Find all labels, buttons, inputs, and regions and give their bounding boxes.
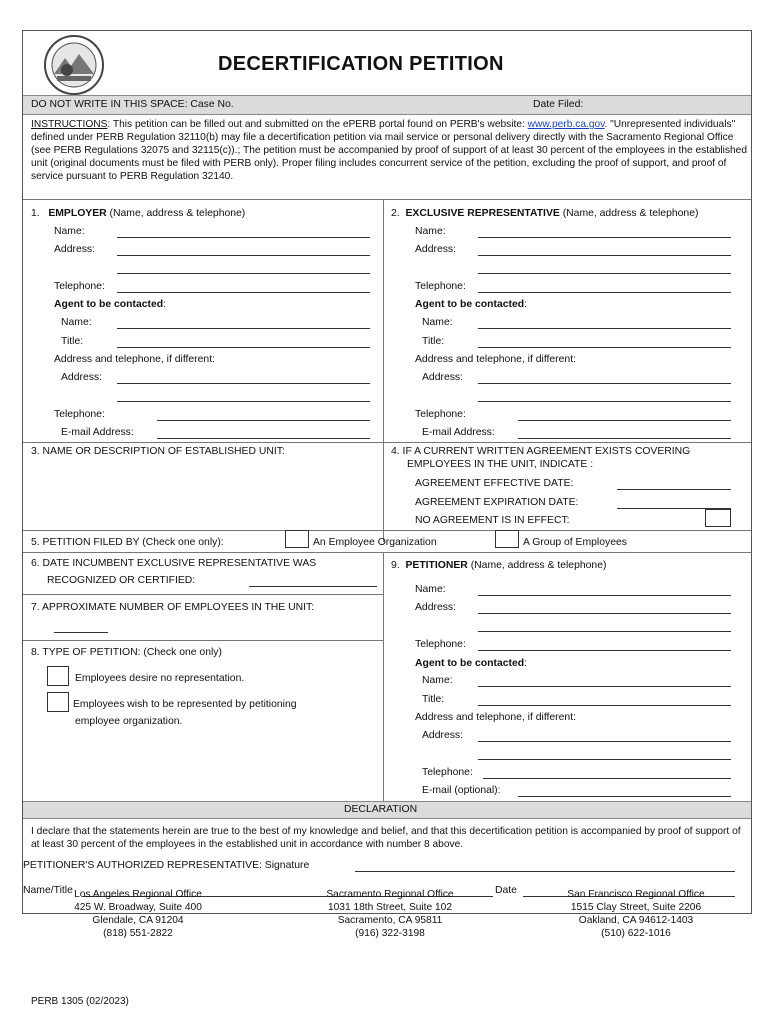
employer-email-field[interactable] bbox=[157, 438, 370, 439]
rep-agent-heading: Agent to be contacted: bbox=[415, 299, 527, 310]
employer-agent-address-field-2[interactable] bbox=[117, 401, 370, 402]
rep-address-label: Address: bbox=[415, 244, 457, 255]
rep-address-field[interactable] bbox=[478, 255, 731, 256]
divider bbox=[23, 552, 751, 553]
office-sacramento: Sacramento Regional Office 1031 18th Street, Suite 102 Sacramento, CA 95811 (916) 322-3198 bbox=[326, 889, 454, 939]
employer-agent-telephone-field[interactable] bbox=[157, 420, 370, 421]
divider bbox=[23, 530, 751, 531]
petitioning-org-checkbox[interactable] bbox=[47, 692, 69, 712]
date-label: Date bbox=[495, 885, 517, 896]
employer-telephone-field[interactable] bbox=[117, 292, 370, 293]
signature-label: PETITIONER'S AUTHORIZED REPRESENTATIVE: Signature bbox=[23, 860, 310, 871]
employer-agent-title-label: Title: bbox=[61, 336, 84, 347]
agreement-effective-field[interactable] bbox=[617, 489, 731, 490]
case-no-label: DO NOT WRITE IN THIS SPACE: Case No. bbox=[31, 99, 234, 110]
employer-agent-telephone-label: Telephone: bbox=[54, 409, 105, 420]
divider bbox=[23, 594, 383, 595]
rep-agent-name-label: Name: bbox=[422, 317, 453, 328]
petitioner-address-field[interactable] bbox=[478, 613, 731, 614]
employer-name-label: Name: bbox=[54, 226, 85, 237]
form-number: PERB 1305 (02/2023) bbox=[31, 996, 129, 1007]
rep-address-field-2[interactable] bbox=[478, 273, 731, 274]
agreement-effective-label: AGREEMENT EFFECTIVE DATE: bbox=[415, 478, 574, 489]
signature-field[interactable] bbox=[355, 871, 735, 872]
employer-addr-diff-label: Address and telephone, if different: bbox=[54, 354, 215, 365]
petitioner-agent-name-field[interactable] bbox=[478, 686, 731, 687]
group-of-employees-checkbox[interactable] bbox=[495, 530, 519, 548]
rep-name-field[interactable] bbox=[478, 237, 731, 238]
petitioner-address-label: Address: bbox=[415, 602, 457, 613]
employer-name-field[interactable] bbox=[117, 237, 370, 238]
instructions: INSTRUCTIONS: This petition can be filled out and submitted on the ePERB portal found on PERB's website: www.perb.ca.gov. "Unrepresented individuals" defined under PERB Regulation 32110(b) may file a decertification petition via mail service or personal delivery directly with the Sacramento Regional Office (see PERB Regulations 32075 and 32115(c)).; The petition must be accompanied by proof of support of at least 30 percent of the employees in the established unit (original documents must be filed with PERB only). Proper filing includes concurrent service of the petition, excluding the proof of support, and proof of service pursuant to PERB Regulation 32140. bbox=[31, 119, 748, 182]
petitioner-agent-address-field[interactable] bbox=[478, 741, 731, 742]
employer-agent-title-field[interactable] bbox=[117, 347, 370, 348]
petitioner-agent-title-field[interactable] bbox=[478, 705, 731, 706]
form-title: DECERTIFICATION PETITION bbox=[218, 53, 504, 75]
divider bbox=[383, 199, 384, 542]
rep-agent-address-field[interactable] bbox=[478, 383, 731, 384]
petitioner-address-field-2[interactable] bbox=[478, 631, 731, 632]
office-los-angeles: Los Angeles Regional Office 425 W. Broadway, Suite 400 Glendale, CA 91204 (818) 551-2822 bbox=[74, 889, 202, 939]
agreement-expiration-label: AGREEMENT EXPIRATION DATE: bbox=[415, 497, 579, 508]
filed-by-label: 5. PETITION FILED BY (Check one only): bbox=[31, 537, 224, 548]
name-title-label: Name/Title bbox=[23, 885, 73, 896]
rep-telephone-field[interactable] bbox=[478, 292, 731, 293]
employee-count-field[interactable] bbox=[54, 632, 108, 633]
petition-form bbox=[22, 30, 752, 914]
employer-email-label: E-mail Address: bbox=[61, 427, 134, 438]
recognition-date-label-line2: RECOGNIZED OR CERTIFIED: bbox=[47, 575, 196, 586]
petitioner-agent-title-label: Title: bbox=[422, 694, 445, 705]
agreement-label-line2: EMPLOYEES IN THE UNIT, INDICATE : bbox=[407, 459, 594, 470]
rep-agent-address-field-2[interactable] bbox=[478, 401, 731, 402]
petitioner-telephone-field[interactable] bbox=[478, 650, 731, 651]
divider bbox=[23, 640, 383, 641]
petitioner-email-field[interactable] bbox=[518, 796, 731, 797]
no-representation-checkbox[interactable] bbox=[47, 666, 69, 686]
rep-agent-title-label: Title: bbox=[422, 336, 445, 347]
petitioner-telephone-label: Telephone: bbox=[415, 639, 466, 650]
petitioner-email-label: E-mail (optional): bbox=[422, 785, 501, 796]
recognition-date-label-line1: 6. DATE INCUMBENT EXCLUSIVE REPRESENTATIVE WAS bbox=[31, 558, 317, 569]
rep-agent-address-label: Address: bbox=[422, 372, 464, 383]
no-representation-label: Employees desire no representation. bbox=[75, 673, 245, 684]
employer-agent-heading: Agent to be contacted: bbox=[54, 299, 166, 310]
petitioner-agent-heading: Agent to be contacted: bbox=[415, 658, 527, 669]
employer-agent-address-label: Address: bbox=[61, 372, 103, 383]
petitioner-name-label: Name: bbox=[415, 584, 446, 595]
rep-agent-title-field[interactable] bbox=[478, 347, 731, 348]
divider bbox=[23, 199, 751, 200]
no-agreement-label: NO AGREEMENT IS IN EFFECT: bbox=[415, 515, 570, 526]
rep-name-label: Name: bbox=[415, 226, 446, 237]
perb-website-link[interactable]: www.perb.ca.gov bbox=[527, 119, 605, 130]
date-filed-label: Date Filed: bbox=[533, 99, 584, 110]
employer-address-field-2[interactable] bbox=[117, 273, 370, 274]
employer-agent-name-label: Name: bbox=[61, 317, 92, 328]
petitioner-agent-name-label: Name: bbox=[422, 675, 453, 686]
divider bbox=[23, 442, 751, 443]
employee-organization-label: An Employee Organization bbox=[313, 537, 437, 548]
petitioner-heading: 9. PETITIONER (Name, address & telephone) bbox=[391, 560, 607, 571]
group-of-employees-label: A Group of Employees bbox=[523, 537, 627, 548]
employer-agent-address-field[interactable] bbox=[117, 383, 370, 384]
employee-organization-checkbox[interactable] bbox=[285, 530, 309, 548]
rep-agent-telephone-label: Telephone: bbox=[415, 409, 466, 420]
rep-addr-diff-label: Address and telephone, if different: bbox=[415, 354, 576, 365]
petitioner-agent-telephone-label: Telephone: bbox=[422, 767, 473, 778]
rep-agent-telephone-field[interactable] bbox=[518, 420, 731, 421]
recognition-date-field[interactable] bbox=[249, 586, 377, 587]
office-san-francisco: San Francisco Regional Office 1515 Clay Street, Suite 2206 Oakland, CA 94612-1403 (510) 622-1016 bbox=[567, 889, 705, 939]
petition-type-label: 8. TYPE OF PETITION: (Check one only) bbox=[31, 647, 222, 658]
employer-address-label: Address: bbox=[54, 244, 96, 255]
employer-address-field[interactable] bbox=[117, 255, 370, 256]
declaration-heading: DECLARATION bbox=[344, 804, 418, 815]
petitioner-agent-address-field-2[interactable] bbox=[478, 759, 731, 760]
agreement-label-line1: 4. IF A CURRENT WRITTEN AGREEMENT EXISTS COVERING bbox=[391, 446, 691, 457]
state-seal-icon bbox=[37, 34, 111, 96]
employer-heading: 1. EMPLOYER (Name, address & telephone) bbox=[31, 208, 246, 219]
rep-agent-name-field[interactable] bbox=[478, 328, 731, 329]
declaration-text: I declare that the statements herein are true to the best of my knowledge and belief, and that this decertification petition is accompanied by proof of support of at least 30 percent of the employees in the established unit in accordance with number 8 above. bbox=[31, 826, 741, 850]
exclusive-rep-heading: 2. EXCLUSIVE REPRESENTATIVE (Name, address & telephone) bbox=[391, 208, 699, 219]
employer-agent-name-field[interactable] bbox=[117, 328, 370, 329]
rep-email-field[interactable] bbox=[518, 438, 731, 439]
employee-count-label: 7. APPROXIMATE NUMBER OF EMPLOYEES IN THE UNIT: bbox=[31, 602, 315, 613]
rep-telephone-label: Telephone: bbox=[415, 281, 466, 292]
no-agreement-checkbox[interactable] bbox=[705, 509, 731, 527]
petitioning-org-label-line2: employee organization. bbox=[75, 716, 183, 727]
rep-email-label: E-mail Address: bbox=[422, 427, 495, 438]
petitioner-name-field[interactable] bbox=[478, 595, 731, 596]
petitioning-org-label-line1: Employees wish to be represented by petitioning bbox=[73, 699, 297, 710]
petitioner-addr-diff-label: Address and telephone, if different: bbox=[415, 712, 576, 723]
petitioner-agent-address-label: Address: bbox=[422, 730, 464, 741]
unit-description-label: 3. NAME OR DESCRIPTION OF ESTABLISHED UNIT: bbox=[31, 446, 285, 457]
petitioner-agent-telephone-field[interactable] bbox=[483, 778, 731, 779]
employer-telephone-label: Telephone: bbox=[54, 281, 105, 292]
divider bbox=[383, 552, 384, 802]
